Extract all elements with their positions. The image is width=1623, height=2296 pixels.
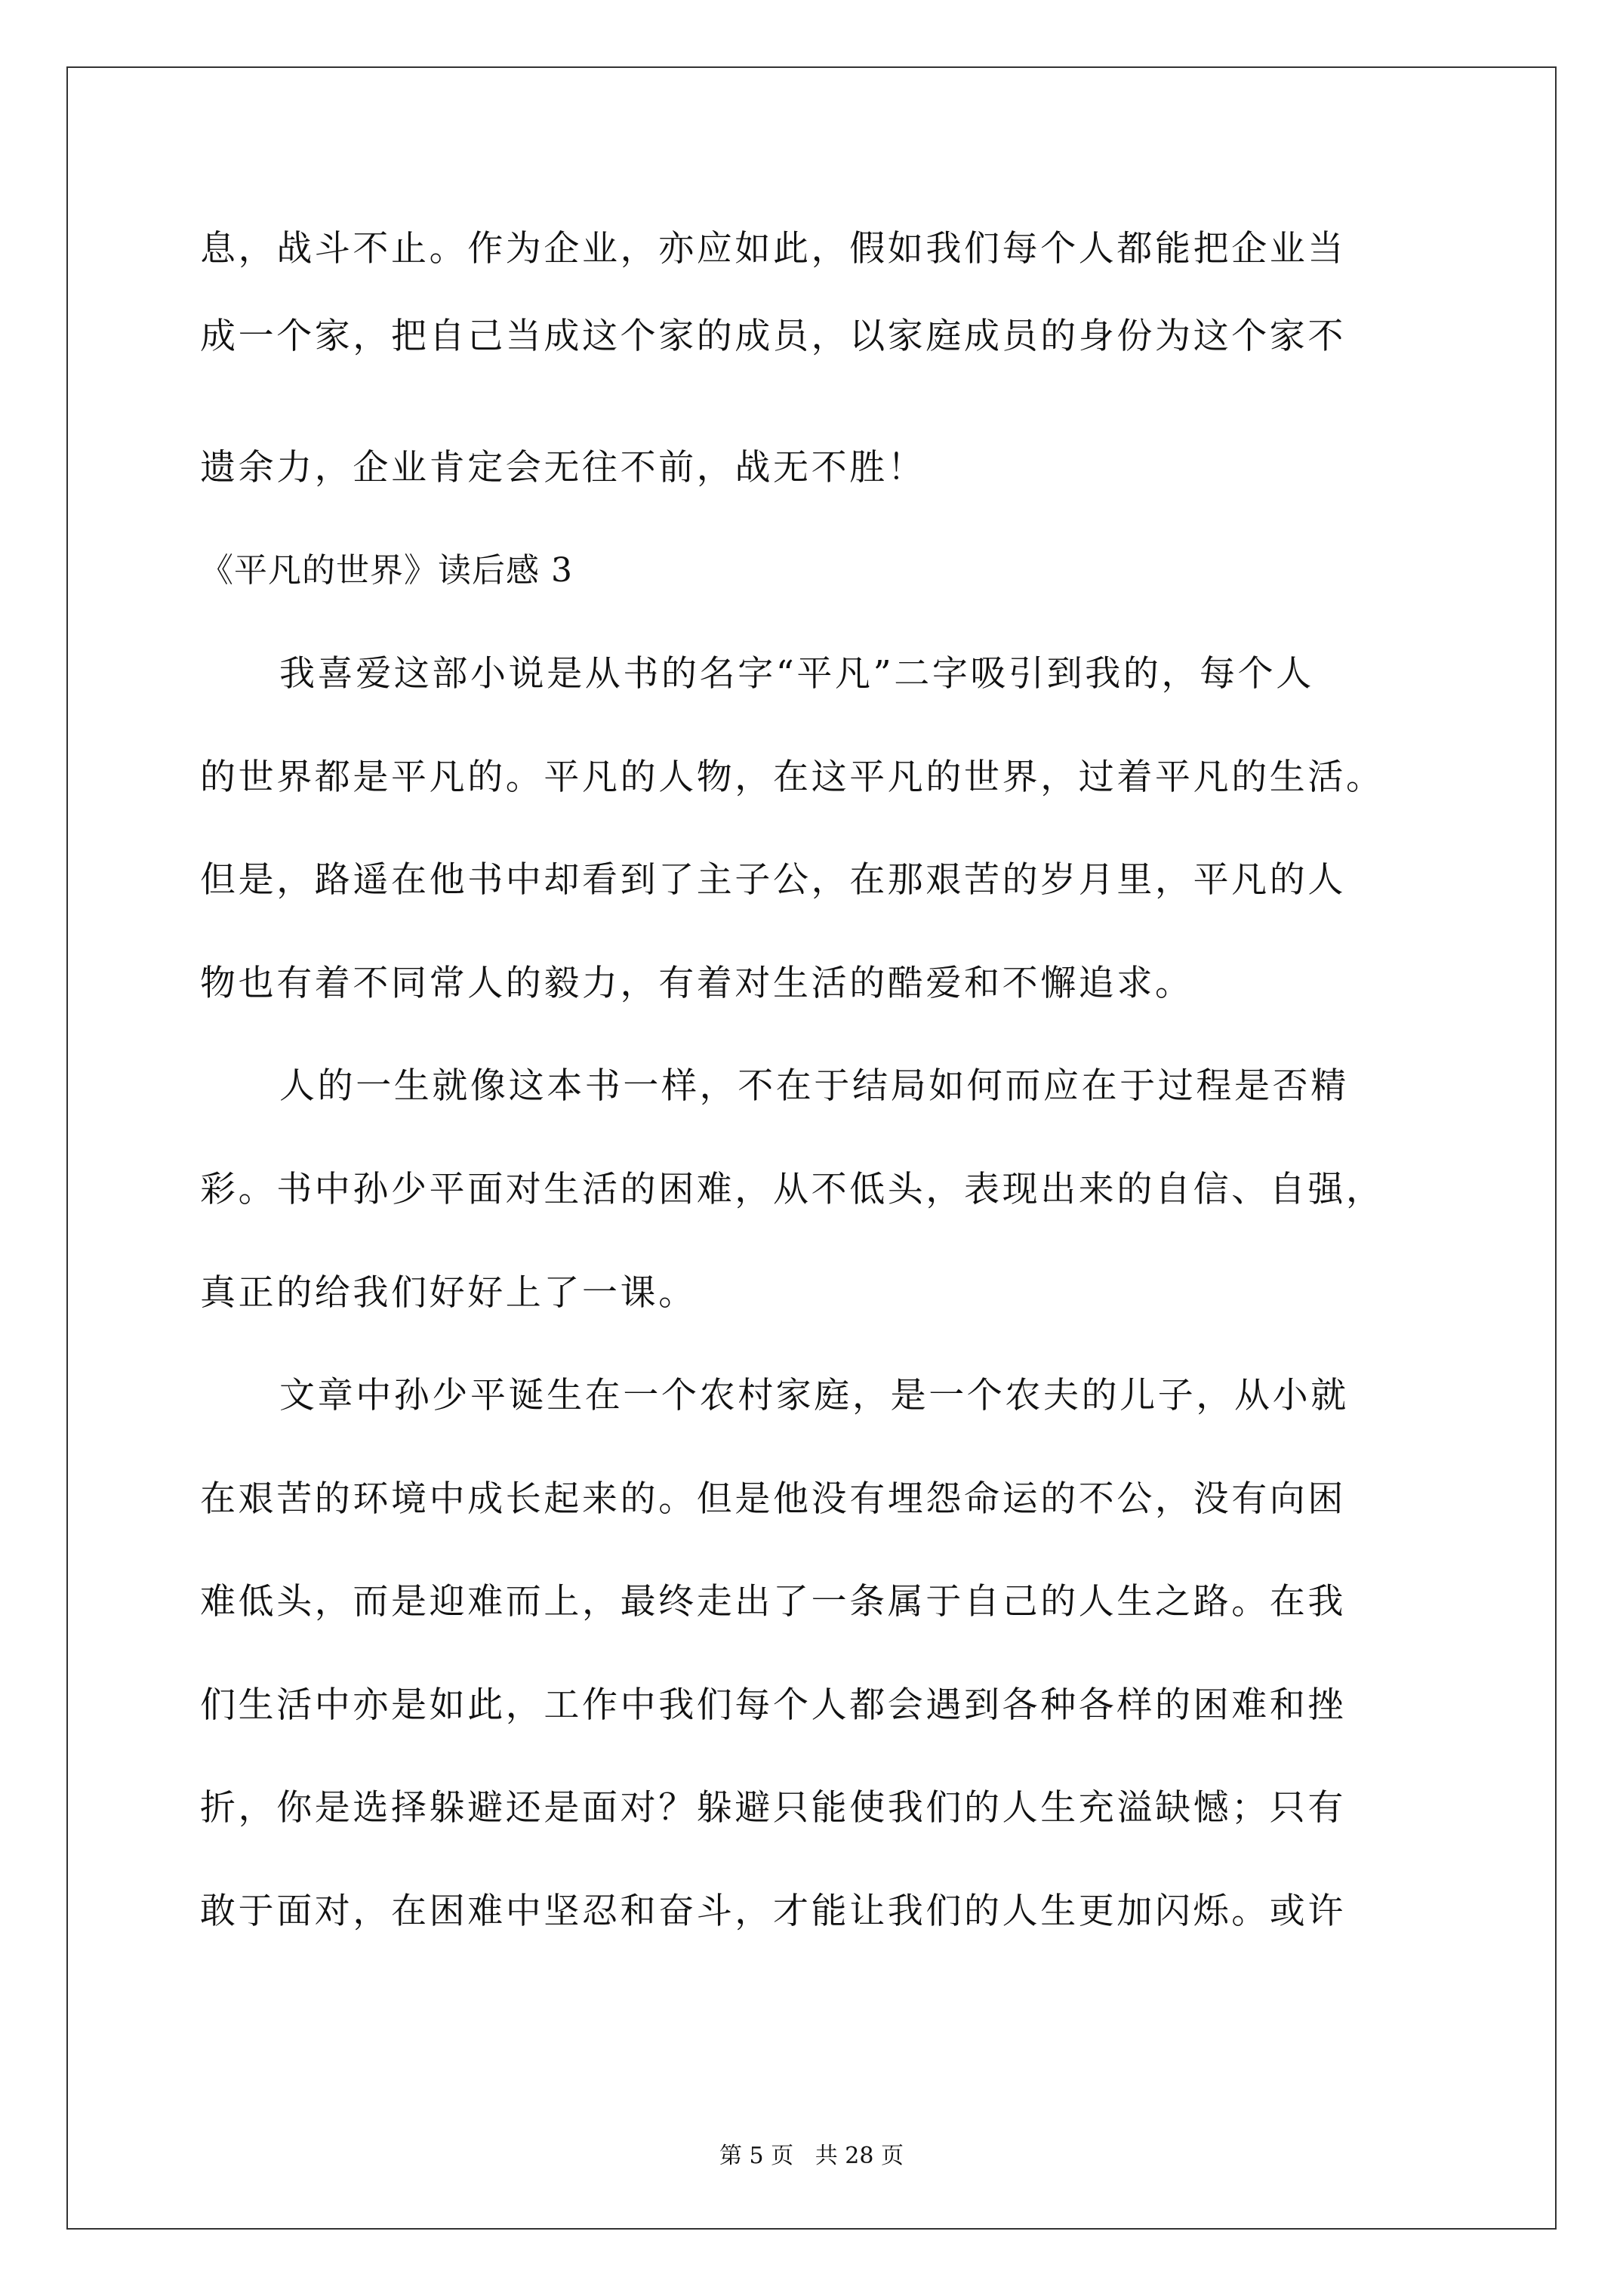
body-text-line: 折，你是选择躲避还是面对？躲避只能使我们的人生充溢缺憾；只有 [200,1787,1346,1829]
body-text-line: 在艰苦的环境中成长起来的。但是他没有埋怨命运的不公，没有向困 [200,1478,1346,1520]
section-heading: 《平凡的世界》读后感 3 [200,551,573,590]
body-text-line: 文章中孙少平诞生在一个农村家庭，是一个农夫的儿子，从小就 [279,1375,1349,1416]
body-text-line: 的世界都是平凡的。平凡的人物，在这平凡的世界，过着平凡的生活。 [200,757,1384,798]
body-text-line: 息，战斗不止。作为企业，亦应如此，假如我们每个人都能把企业当 [200,228,1346,270]
body-text-line: 但是，路遥在他书中却看到了主子公，在那艰苦的岁月里，平凡的人 [200,859,1346,901]
body-text-line: 彩。书中孙少平面对生活的困难，从不低头，表现出来的自信、自强， [200,1169,1384,1210]
body-text-line: 遗余力，企业肯定会无往不前，战无不胜！ [200,447,926,488]
body-text-line: 人的一生就像这本书一样，不在于结局如何而应在于过程是否精 [279,1065,1349,1107]
body-text-line: 敢于面对，在困难中坚忍和奋斗，才能让我们的人生更加闪烁。或许 [200,1891,1346,1932]
body-text-line: 真正的给我们好好上了一课。 [200,1272,697,1314]
page-number-footer: 第 5 页 共 28 页 [719,2143,904,2169]
body-text-line: 我喜爱这部小说是从书的名字“平凡”二字吸引到我的，每个人 [279,653,1314,695]
body-text-line: 成一个家，把自己当成这个家的成员，以家庭成员的身份为这个家不 [200,316,1346,357]
body-text-line: 物也有着不同常人的毅力，有着对生活的酷爱和不懈追求。 [200,963,1193,1004]
body-text-line: 难低头，而是迎难而上，最终走出了一条属于自己的人生之路。在我 [200,1581,1346,1623]
body-text-line: 们生活中亦是如此，工作中我们每个人都会遇到各种各样的困难和挫 [200,1684,1346,1726]
